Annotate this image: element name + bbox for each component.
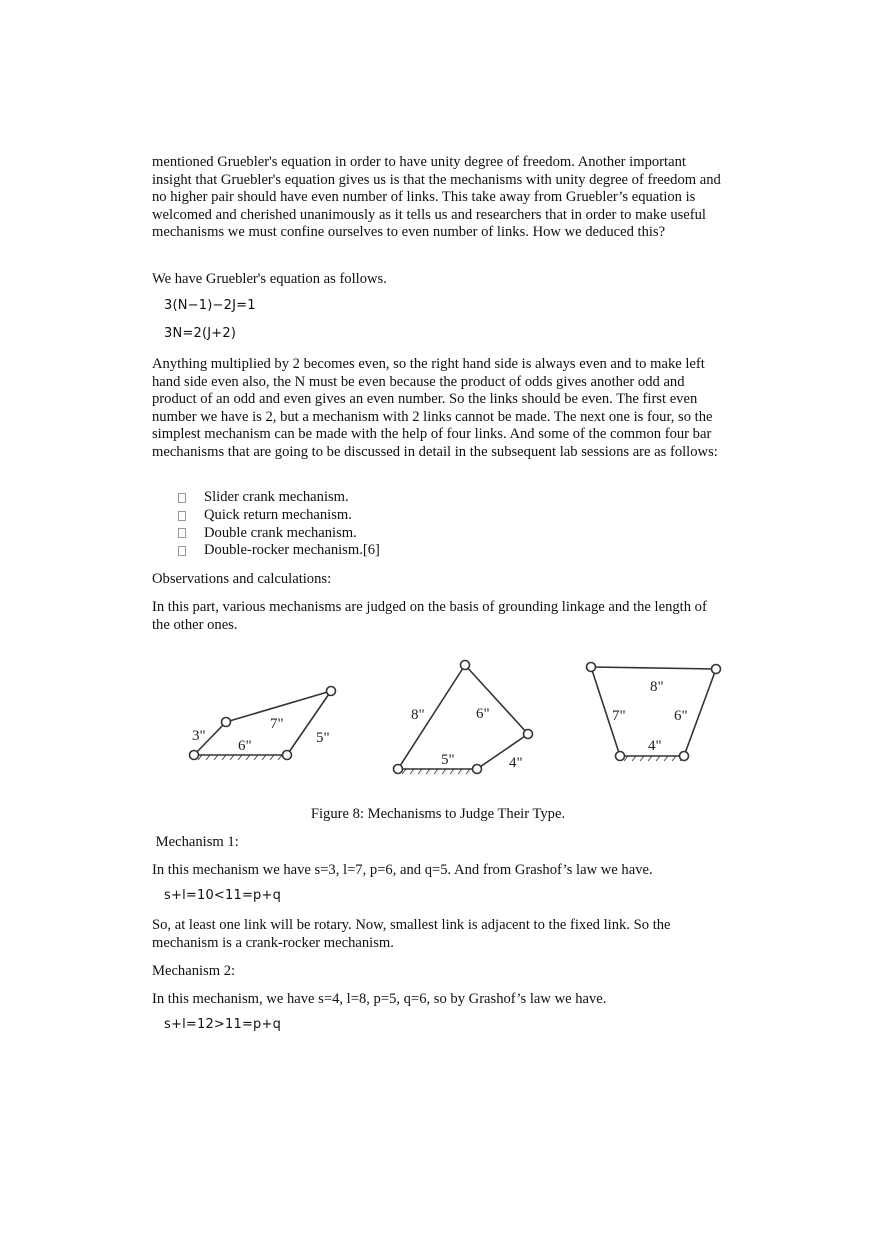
empty-square-icon: [178, 493, 186, 503]
mech3-label-7: 7": [612, 708, 626, 724]
empty-square-icon: [178, 511, 186, 521]
mech1-label-6: 6": [238, 738, 252, 754]
mechanisms-list: [176, 489, 380, 560]
mech3-label-8: 8": [650, 679, 664, 695]
list-item: [176, 542, 380, 560]
intro-paragraph: mentioned Gruebler's equation in order to have unity degree of freedom. Another important insight that Gruebler's equation gives us is that the mechanisms with unity degree of freedom and no higher pair should have even number of links. This take away from Gruebler’s equation is welcomed and cherished unanimously as it tells us and researchers that in order to make useful mechanisms we must confine ourselves to even number of links. How we deduced this?: [152, 154, 721, 241]
mech2-link-8: [398, 665, 465, 769]
list-item-text: Quick return mechanism.: [204, 506, 352, 523]
figure-caption: Figure 8: Mechanisms to Judge Their Type.: [310, 806, 566, 822]
mechanism-2-text: In this mechanism, we have s=4, l=8, p=5, q=6, so by Grashof’s law we have.: [152, 991, 607, 1007]
mech1-label-7: 7": [270, 716, 284, 732]
equation-lead-text: We have Gruebler's equation as follows.: [152, 271, 387, 287]
equation-gruebler-1: 3(N−1)−2J=1: [164, 298, 256, 313]
list-item-text: Slider crank mechanism.: [204, 489, 349, 505]
mechanism-2-heading: Mechanism 2:: [152, 963, 236, 979]
mech3-label-6: 6": [674, 708, 688, 724]
mech2-label-5: 5": [441, 752, 455, 768]
mech2-label-8: 8": [411, 707, 425, 723]
list-item: [176, 507, 380, 525]
equation-grashof-2: s+l=12>11=p+q: [164, 1017, 282, 1032]
mech3-link-8: [591, 667, 716, 669]
mechanisms-figure: [180, 655, 740, 785]
mech2-label-4: 4": [509, 755, 523, 771]
mechanism-1-diagram: [190, 687, 336, 761]
list-item: [176, 489, 380, 507]
empty-square-icon: [178, 546, 186, 556]
mechanism-1-conclusion: So, at least one link will be rotary. Now, smallest link is adjacent to the fixed link. So the mechanism is a crank-rocker mechanism.: [152, 917, 671, 951]
mech2-link-6: [465, 665, 528, 734]
observations-heading: Observations and calculations:: [152, 571, 332, 587]
observations-intro: In this part, various mechanisms are judged on the basis of grounding linkage and the length of the other ones.: [152, 599, 707, 633]
mech1-label-3: 3": [192, 728, 206, 744]
list-item-text: Double-rocker mechanism.[6]: [204, 542, 380, 559]
list-item: [176, 525, 380, 543]
explanation-paragraph: Anything multiplied by 2 becomes even, so the right hand side is always even and to make left hand side even also, the N must be even because the product of odds gives another odd and product of an odd and even gives an even number. So the links should be even. The first even number we have is 2, but a mechanism with 2 links cannot be made. The next one is four, so the simplest mechanism can be made with the help of four links. And some of the common four bar mechanisms that are going to be discussed in detail in the subsequent lab sessions are as follows:: [152, 356, 718, 460]
mech3-link-6: [684, 669, 716, 756]
mech1-label-5: 5": [316, 730, 330, 746]
mechanism-1-text: In this mechanism we have s=3, l=7, p=6, and q=5. And from Grashof’s law we have.: [152, 862, 653, 878]
empty-square-icon: [178, 528, 186, 538]
mechanism-1-heading: Mechanism 1:: [152, 834, 239, 850]
mech3-label-4: 4": [648, 738, 662, 754]
equation-grashof-1: s+l=10<11=p+q: [164, 888, 282, 903]
mech2-label-6: 6": [476, 706, 490, 722]
list-item-text: Double crank mechanism.: [204, 524, 357, 541]
equation-gruebler-2: 3N=2(J+2): [164, 326, 237, 341]
